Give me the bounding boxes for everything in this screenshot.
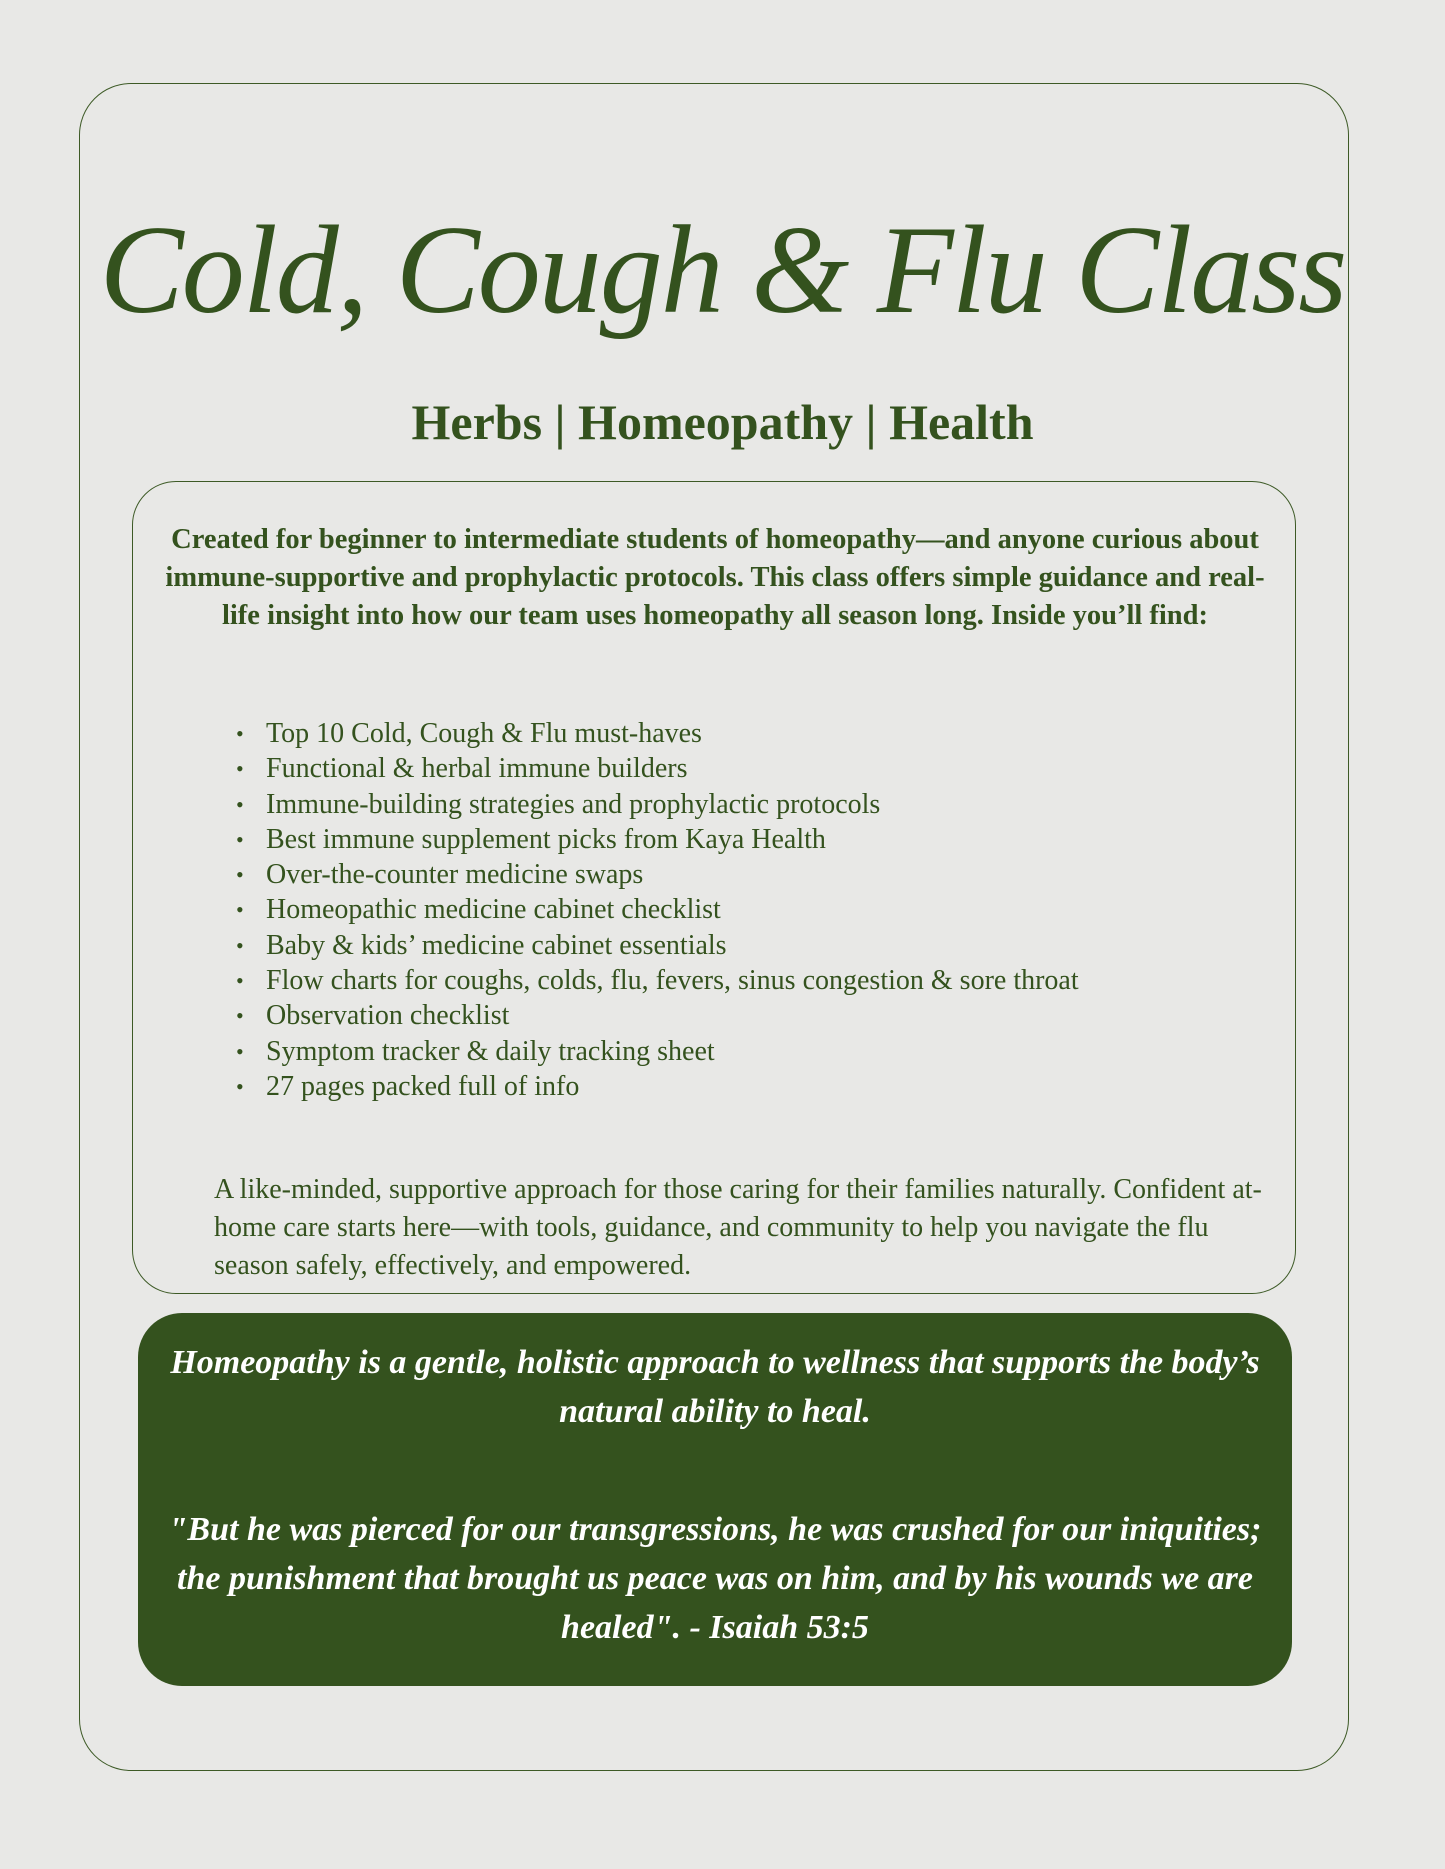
class-closing-paragraph: A like-minded, supportive approach for those caring for their families naturally. Confident at-home care starts here—with tools, guidance, and community to help you navigate the flu season safely, effectively, and empowered. (214, 1174, 1262, 1281)
list-item (232, 751, 1272, 786)
list-item-text: 27 pages packed full of info (266, 1070, 580, 1102)
feature-list (232, 716, 1272, 1104)
list-item (232, 716, 1272, 751)
list-item-text: Observation checklist (266, 1000, 510, 1032)
scripture-quote: "But he was pierced for our transgressions, he was crushed for our iniquities; the punishment that brought us peace was on him, and by his wounds we are healed". - Isaiah 53:5 (168, 1511, 1262, 1646)
page-title: Cold, Cough & Flu Class (99, 201, 1346, 340)
bullet-icon: • (236, 862, 244, 888)
list-item (232, 892, 1272, 927)
homeopathy-statement: Homeopathy is a gentle, holistic approach to wellness that supports the body’s natural ability to heal. (170, 1344, 1260, 1430)
bullet-icon: • (236, 791, 244, 817)
list-item-text: Over-the-counter medicine swaps (266, 859, 644, 891)
bullet-icon: • (236, 1038, 244, 1064)
list-item-text: Baby & kids’ medicine cabinet essentials (266, 929, 727, 961)
list-item (232, 787, 1272, 822)
bullet-icon: • (236, 721, 244, 746)
list-item-text: Homeopathic medicine cabinet checklist (266, 894, 721, 926)
list-item-text: Functional & herbal immune builders (266, 753, 688, 785)
list-item (232, 1034, 1272, 1069)
list-item (232, 928, 1272, 963)
bullet-icon: • (236, 968, 244, 994)
bullet-icon: • (236, 756, 244, 782)
list-item-text: Immune-building strategies and prophylactic protocols (266, 788, 881, 820)
list-item (232, 963, 1272, 998)
page-subtitle: Herbs | Homeopathy | Health (411, 394, 1034, 450)
list-item-text: Top 10 Cold, Cough & Flu must-haves (266, 718, 702, 749)
list-item-text: Best immune supplement picks from Kaya Health (266, 823, 826, 855)
list-item (232, 998, 1272, 1033)
list-item (232, 857, 1272, 892)
bullet-icon: • (236, 826, 244, 852)
list-item (232, 1069, 1272, 1104)
bullet-icon: • (236, 1073, 244, 1099)
list-item (232, 822, 1272, 857)
class-intro: Created for beginner to intermediate students of homeopathy—and anyone curious about immune-supportive and prophylactic protocols. This class offers simple guidance and real-life insight into how our team uses homeopathy all season long. Inside you’ll find: (165, 524, 1265, 631)
bullet-icon: • (236, 897, 244, 923)
list-item-text: Flow charts for coughs, colds, flu, fevers, sinus congestion & sore throat (266, 965, 1079, 997)
list-item-text: Symptom tracker & daily tracking sheet (266, 1035, 715, 1067)
bullet-icon: • (236, 1003, 244, 1029)
bullet-icon: • (236, 932, 244, 958)
